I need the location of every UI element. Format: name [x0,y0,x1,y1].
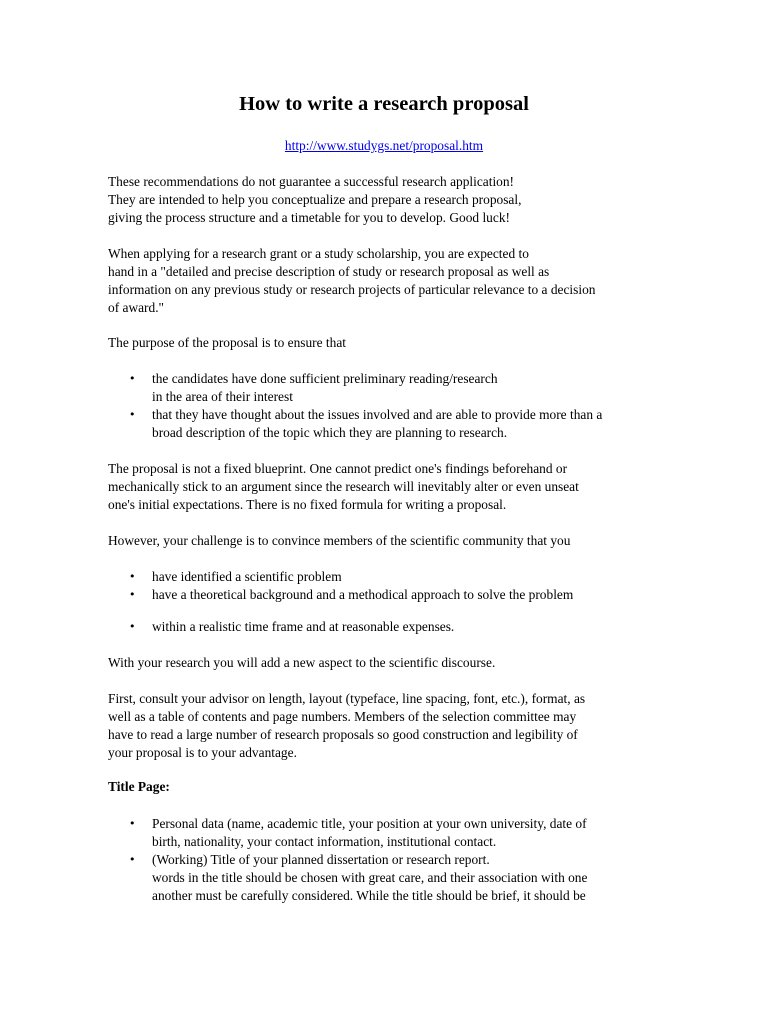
list-item-line: • Personal data (name, academic title, your position at your own university, date of [152,816,587,831]
applying-line: When applying for a research grant or a study scholarship, you are expected to [108,246,529,261]
list-item-line: • that they have thought about the issues involved and are able to provide more than a [152,407,603,422]
title-page-heading: Title Page: [108,779,170,794]
applying-line: of award." [108,300,165,315]
list-item-line: broad description of the topic which they are planning to research. [152,425,508,440]
list-item-line: words in the title should be chosen with great care, and their association with one [152,870,588,885]
intro-line: giving the process structure and a timetable for you to develop. Good luck! [108,210,510,225]
purpose-list [108,370,688,442]
list-item: • have a theoretical background and a methodical approach to solve the problem [108,586,688,604]
list-item: • have identified a scientific problem [108,568,688,586]
challenge-list [108,568,688,604]
challenge-intro: However, your challenge is to convince members of the scientific community that you [108,533,571,548]
discourse-paragraph: With your research you will add a new aspect to the scientific discourse. [108,655,496,670]
list-item-line: in the area of their interest [152,389,293,404]
list-item [108,815,688,851]
purpose-intro: The purpose of the proposal is to ensure that [108,335,346,350]
blueprint-line: mechanically stick to an argument since the research will inevitably alter or even unseat [108,479,579,494]
intro-line: They are intended to help you conceptualize and prepare a research proposal, [108,192,522,207]
list-item [108,370,688,406]
page-title: How to write a research proposal [239,93,529,115]
blueprint-line: one's initial expectations. There is no fixed formula for writing a proposal. [108,497,507,512]
advisor-line: First, consult your advisor on length, layout (typeface, line spacing, font, etc.), format, as [108,691,586,706]
list-item-line: birth, nationality, your contact information, institutional contact. [152,834,497,849]
advisor-line: your proposal is to your advantage. [108,745,297,760]
advisor-line: well as a table of contents and page numbers. Members of the selection committee may [108,709,577,724]
challenge-list-cont [108,618,688,636]
list-item-line: another must be carefully considered. While the title should be brief, it should be [152,888,586,903]
advisor-line: have to read a large number of research proposals so good construction and legibility of [108,727,578,742]
blueprint-paragraph [108,460,668,514]
list-item: • within a realistic time frame and at reasonable expenses. [108,618,688,636]
list-item-line: • the candidates have done sufficient preliminary reading/research [152,371,498,386]
advisor-paragraph [108,690,668,762]
applying-paragraph [108,245,668,317]
blueprint-line: The proposal is not a fixed blueprint. One cannot predict one's findings beforehand or [108,461,568,476]
source-link[interactable]: http://www.studygs.net/proposal.htm [284,138,484,153]
title-page-list [108,815,688,905]
intro-line: These recommendations do not guarantee a successful research application! [108,174,515,189]
applying-line: hand in a "detailed and precise description of study or research proposal as well as [108,264,550,279]
list-item [108,406,688,442]
list-item-line: • (Working) Title of your planned dissertation or research report. [152,852,490,867]
list-item [108,851,688,905]
intro-paragraph [108,173,668,227]
applying-line: information on any previous study or research projects of particular relevance to a decision [108,282,596,297]
